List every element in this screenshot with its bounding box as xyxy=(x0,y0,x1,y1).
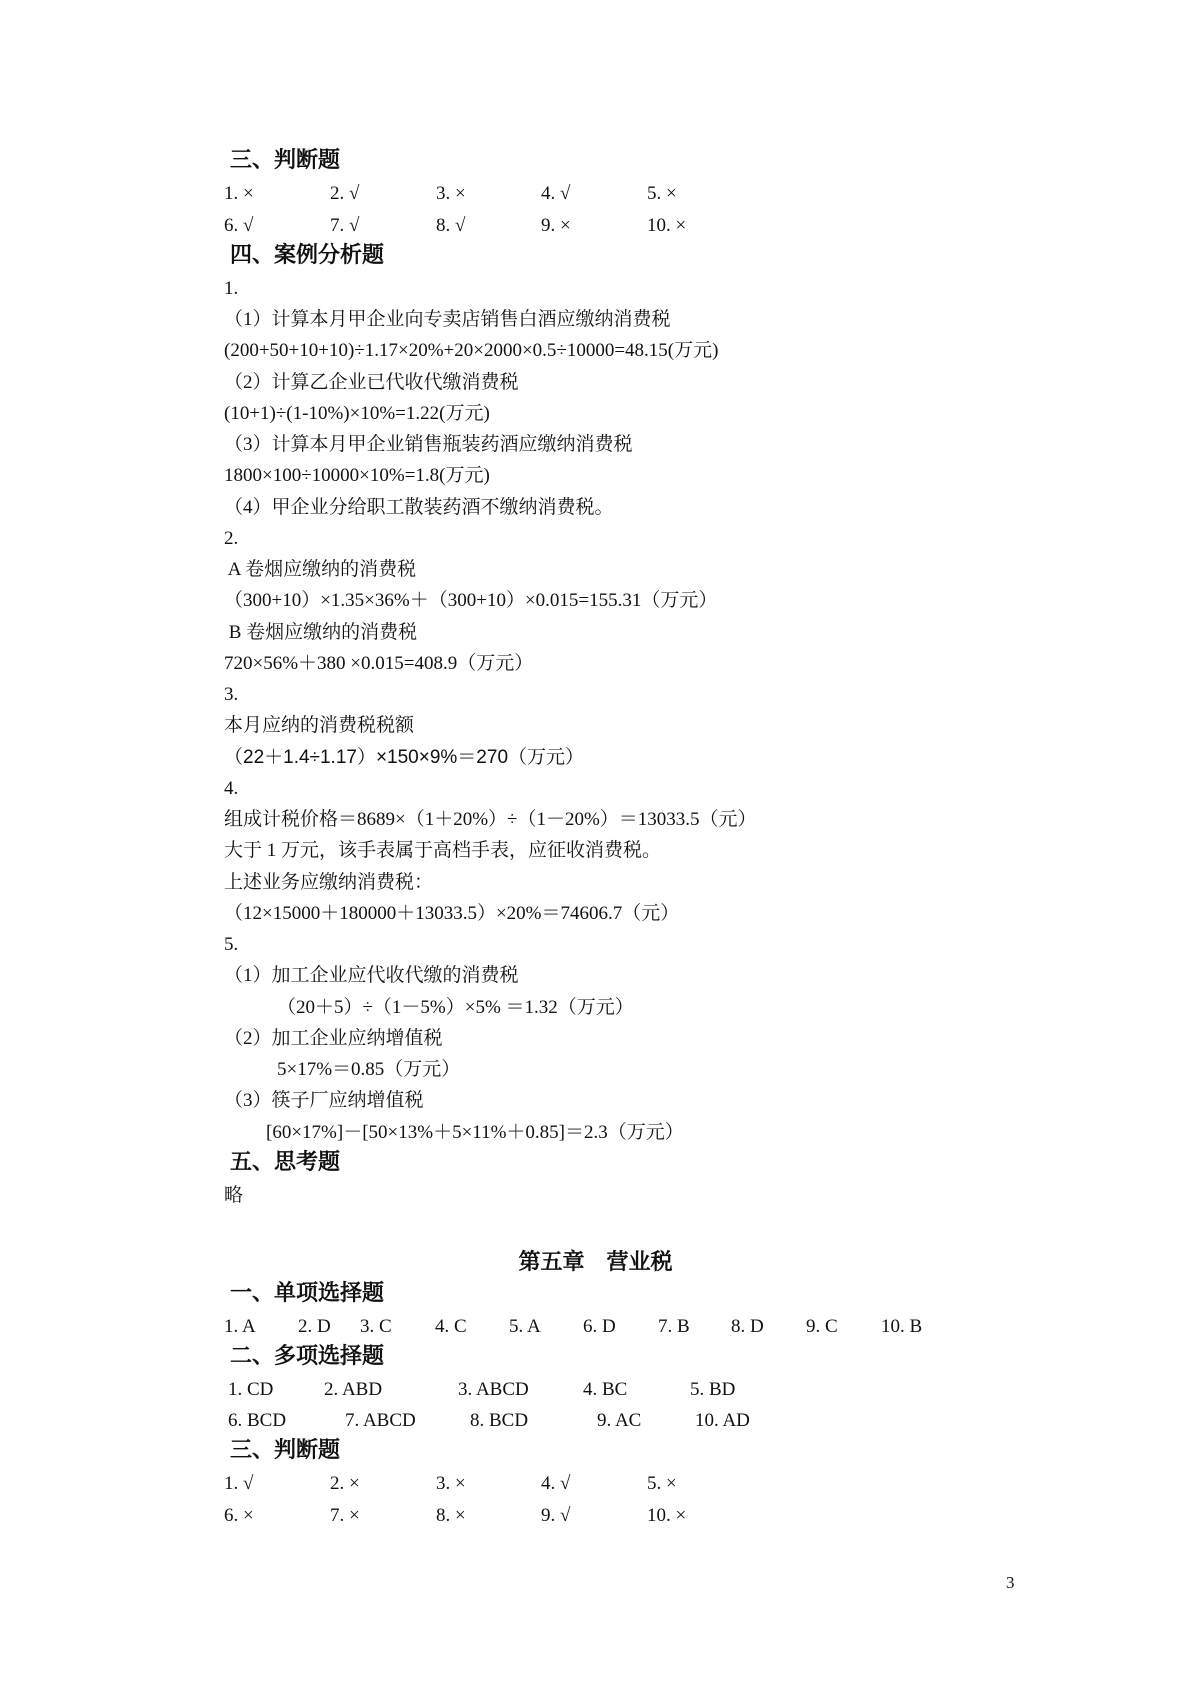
case-line: （2）加工企业应纳增值税 xyxy=(224,1028,443,1049)
answer-item: 4. √ xyxy=(541,1473,571,1494)
answer-item: 8. √ xyxy=(436,215,466,236)
section-heading-single-choice: 一、单项选择题 xyxy=(230,1281,385,1306)
answer-item: 2. √ xyxy=(330,183,360,204)
section-heading-judgment: 三、判断题 xyxy=(230,148,341,173)
section-heading-reflection: 五、思考题 xyxy=(230,1150,341,1175)
formula-line: 5×17%＝0.85（万元） xyxy=(277,1059,461,1080)
case-line: （4）甲企业分给职工散装药酒不缴纳消费税。 xyxy=(224,497,614,518)
formula-line: [60×17%]－[50×13%＋5×11%＋0.85]＝2.3（万元） xyxy=(266,1122,684,1143)
answer-item: 1. A xyxy=(224,1316,256,1337)
answer-item: 1. CD xyxy=(228,1379,274,1400)
case-line: A 卷烟应缴纳的消费税 xyxy=(224,559,417,580)
formula-line: 720×56%＋380 ×0.015=408.9（万元） xyxy=(224,653,534,674)
answer-item: 2. D xyxy=(298,1316,331,1337)
answer-item: 2. ABD xyxy=(324,1379,383,1400)
answer-item: 8. × xyxy=(436,1505,466,1526)
answer-item: 5. × xyxy=(647,1473,677,1494)
answer-item: 3. C xyxy=(360,1316,392,1337)
answer-item: 9. √ xyxy=(541,1505,571,1526)
case-number: 4. xyxy=(224,778,239,799)
answer-item: 6. √ xyxy=(224,215,254,236)
case-line: 本月应纳的消费税税额 xyxy=(224,715,415,736)
answer-item: 7. B xyxy=(658,1316,690,1337)
formula-line: （20＋5）÷（1－5%）×5% ＝1.32（万元） xyxy=(277,997,634,1018)
reflection-answer: 略 xyxy=(224,1185,244,1206)
answer-item: 1. √ xyxy=(224,1473,254,1494)
answer-item: 9. C xyxy=(806,1316,838,1337)
formula-line: （22＋1.4÷1.17）×150×9%＝270（万元） xyxy=(224,747,585,768)
answer-item: 5. × xyxy=(647,183,677,204)
answer-item: 5. BD xyxy=(690,1379,736,1400)
formula-line: （300+10）×1.35×36%＋（300+10）×0.015=155.31（万元） xyxy=(224,590,718,611)
answer-item: 7. × xyxy=(330,1505,360,1526)
formula-line: （12×15000＋180000＋13033.5）×20%＝74606.7（元） xyxy=(224,903,680,924)
case-line: （1）计算本月甲企业向专卖店销售白酒应缴纳消费税 xyxy=(224,309,671,330)
answer-item: 9. AC xyxy=(597,1410,642,1431)
case-line: （2）计算乙企业已代收代缴消费税 xyxy=(224,372,519,393)
case-line: （3）计算本月甲企业销售瓶装药酒应缴纳消费税 xyxy=(224,434,633,455)
case-line: （3）筷子厂应纳增值税 xyxy=(224,1090,424,1111)
formula-line: (10+1)÷(1-10%)×10%=1.22(万元) xyxy=(224,403,490,424)
answer-item: 7. √ xyxy=(330,215,360,236)
answer-item: 3. × xyxy=(436,1473,466,1494)
answer-item: 6. BCD xyxy=(228,1410,287,1431)
answer-item: 4. √ xyxy=(541,183,571,204)
answer-item: 10. × xyxy=(647,215,687,236)
answer-item: 3. ABCD xyxy=(458,1379,529,1400)
answer-item: 8. BCD xyxy=(470,1410,529,1431)
case-number: 5. xyxy=(224,934,239,955)
chapter-title: 第五章 营业税 xyxy=(518,1250,673,1275)
answer-item: 7. ABCD xyxy=(345,1410,416,1431)
answer-item: 5. A xyxy=(509,1316,541,1337)
section-heading-case-analysis: 四、案例分析题 xyxy=(230,243,385,268)
page-number: 3 xyxy=(1006,1573,1015,1592)
case-line: 上述业务应缴纳消费税： xyxy=(224,872,434,893)
section-heading-judgment-ch5: 三、判断题 xyxy=(230,1438,341,1463)
answer-item: 10. AD xyxy=(695,1410,750,1431)
case-line: 大于 1 万元，该手表属于高档手表，应征收消费税。 xyxy=(224,840,662,861)
case-line: B 卷烟应缴纳的消费税 xyxy=(224,622,418,643)
answer-item: 8. D xyxy=(731,1316,764,1337)
formula-line: (200+50+10+10)÷1.17×20%+20×2000×0.5÷10000=48.15(万元) xyxy=(224,340,719,361)
answer-item: 3. × xyxy=(436,183,466,204)
case-number: 2. xyxy=(224,528,239,549)
answer-item: 6. × xyxy=(224,1505,254,1526)
formula-line: 1800×100÷10000×10%=1.8(万元) xyxy=(224,465,490,486)
case-line: （1）加工企业应代收代缴的消费税 xyxy=(224,965,519,986)
answer-item: 10. B xyxy=(881,1316,923,1337)
case-number: 1. xyxy=(224,278,239,299)
answer-item: 9. × xyxy=(541,215,571,236)
answer-item: 1. × xyxy=(224,183,254,204)
section-heading-multi-choice: 二、多项选择题 xyxy=(230,1344,385,1369)
answer-item: 6. D xyxy=(583,1316,616,1337)
answer-item: 10. × xyxy=(647,1505,687,1526)
answer-item: 2. × xyxy=(330,1473,360,1494)
case-number: 3. xyxy=(224,684,239,705)
formula-line: 组成计税价格＝8689×（1＋20%）÷（1－20%）＝13033.5（元） xyxy=(224,809,757,830)
answer-item: 4. BC xyxy=(583,1379,628,1400)
answer-item: 4. C xyxy=(435,1316,467,1337)
